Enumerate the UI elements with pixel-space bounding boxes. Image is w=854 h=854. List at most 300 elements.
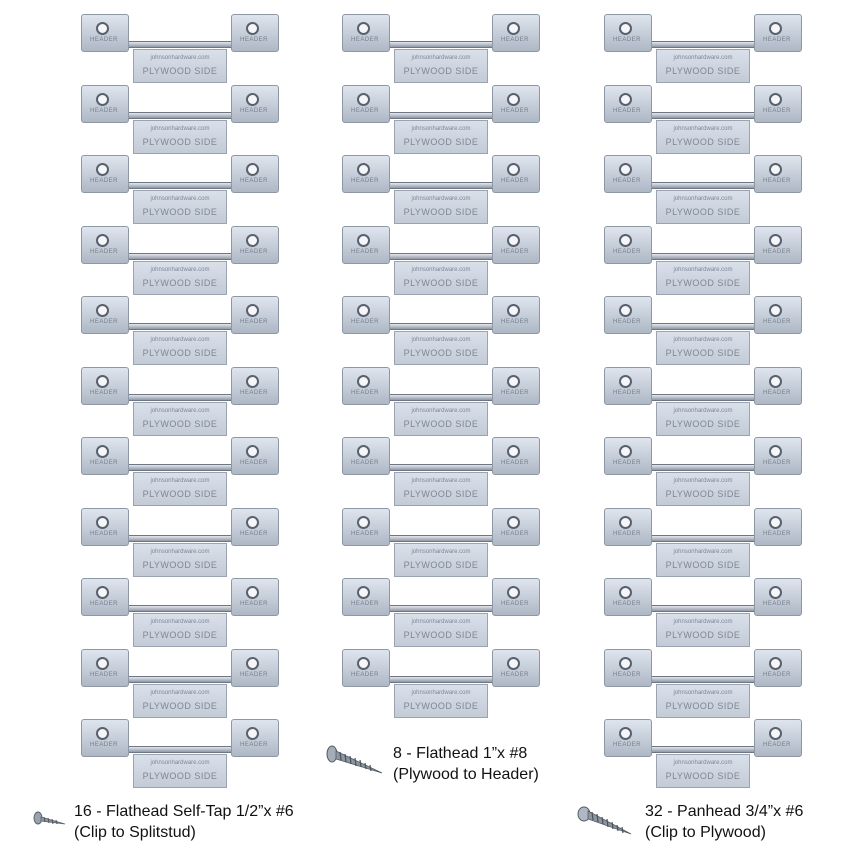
clip-plate-url: johnsonhardware.com [150, 196, 210, 202]
clip-plate-side-label: PLYWOOD SIDE [665, 771, 741, 781]
clip-tab-right [492, 226, 540, 264]
clip-bridge-bar [127, 394, 233, 401]
screw-hole-icon [619, 234, 632, 247]
clip-tab-stamp: HEADER [351, 37, 380, 43]
clip-bridge-bar [127, 676, 233, 683]
metal-clip [81, 578, 281, 648]
clip-plate-url: johnsonhardware.com [411, 196, 471, 202]
screw-hole-icon [246, 445, 259, 458]
clip-tab-stamp: HEADER [763, 319, 792, 325]
screw-hole-icon [507, 375, 520, 388]
clip-plate-url: johnsonhardware.com [673, 407, 733, 414]
flathead-screw-icon [326, 745, 386, 781]
clip-tab-left [342, 85, 390, 123]
caption-clip-to-plywood [645, 801, 803, 843]
metal-clip [81, 14, 281, 84]
screw-hole-icon [96, 93, 109, 106]
clip-tab-stamp: HEADER [351, 601, 380, 607]
clip-bridge-bar [388, 605, 494, 612]
clip-tab-left [604, 226, 652, 264]
clip-plate-side-label: PLYWOOD SIDE [142, 277, 218, 288]
caption-screw-use: (Clip to Plywood) [645, 824, 766, 841]
clip-tab-stamp: HEADER [613, 742, 642, 748]
clip-tab-right [754, 508, 802, 546]
clip-plate [656, 402, 750, 436]
clip-tab-stamp: HEADER [90, 460, 119, 466]
clip-bridge-bar [388, 253, 494, 260]
clip-plate [133, 402, 227, 436]
metal-clip [342, 649, 542, 719]
screw-hole-icon [769, 304, 782, 317]
screw-hole-icon [619, 445, 632, 458]
metal-clip [604, 296, 804, 366]
clip-tab-stamp: HEADER [613, 389, 642, 396]
clip-plate-url: johnsonhardware.com [150, 337, 210, 343]
clip-tab-stamp: HEADER [90, 389, 119, 396]
metal-clip [604, 367, 804, 437]
clip-bridge-bar [388, 182, 494, 189]
clip-tab-stamp: HEADER [240, 37, 269, 43]
clip-tab-stamp: HEADER [90, 319, 119, 325]
screw-hole-icon [769, 163, 782, 176]
clip-tab-left [604, 14, 652, 52]
clip-tab-left [342, 226, 390, 264]
clip-tab-right [754, 226, 802, 264]
clip-bridge-bar [650, 253, 756, 260]
clip-tab-stamp: HEADER [613, 107, 642, 114]
metal-clip [81, 719, 281, 789]
clip-plate [394, 49, 488, 83]
clip-tab-right [754, 437, 802, 475]
clip-bridge-bar [650, 605, 756, 612]
clip-plate-url: johnsonhardware.com [673, 196, 733, 202]
metal-clip [342, 437, 542, 507]
clip-bridge-bar [388, 394, 494, 401]
clip-plate-side-label: PLYWOOD SIDE [142, 136, 218, 147]
clip-tab-stamp: HEADER [763, 742, 792, 748]
clip-tab-left [81, 155, 129, 193]
clip-plate-side-label: PLYWOOD SIDE [403, 418, 479, 429]
clip-plate-side-label: PLYWOOD SIDE [142, 348, 218, 358]
screw-hole-icon [507, 657, 520, 670]
clip-tab-stamp: HEADER [240, 389, 269, 396]
screw-hole-icon [96, 445, 109, 458]
clip-tab-stamp: HEADER [501, 389, 530, 396]
clip-plate [133, 543, 227, 577]
clip-bridge-bar [650, 464, 756, 471]
clip-plate-side-label: PLYWOOD SIDE [142, 207, 218, 217]
clip-tab-right [492, 437, 540, 475]
clip-plate-side-label: PLYWOOD SIDE [142, 489, 218, 499]
clip-plate-url: johnsonhardware.com [673, 55, 733, 61]
clip-tab-stamp: HEADER [763, 37, 792, 43]
clip-tab-left [604, 437, 652, 475]
screw-hole-icon [507, 445, 520, 458]
clip-plate-url: johnsonhardware.com [150, 407, 210, 414]
clip-bridge-bar [388, 676, 494, 683]
clip-tab-right [231, 649, 279, 687]
clip-plate [656, 472, 750, 506]
clip-tab-left [81, 85, 129, 123]
clip-tab-right [231, 367, 279, 405]
clip-plate-side-label: PLYWOOD SIDE [403, 207, 479, 217]
screw-hole-icon [507, 234, 520, 247]
clip-bridge-bar [127, 323, 233, 330]
clip-plate [656, 120, 750, 154]
screw-hole-icon [357, 586, 370, 599]
clip-plate-url: johnsonhardware.com [411, 619, 471, 625]
clip-plate [656, 684, 750, 718]
metal-clip [81, 437, 281, 507]
metal-clip [604, 649, 804, 719]
clip-tab-stamp: HEADER [240, 178, 269, 184]
metal-clip [604, 14, 804, 84]
clip-bridge-bar [388, 323, 494, 330]
clip-plate [133, 261, 227, 295]
clip-bridge-bar [388, 41, 494, 48]
clip-tab-stamp: HEADER [501, 178, 530, 184]
screw-hole-icon [96, 516, 109, 529]
clip-plate-url: johnsonhardware.com [673, 125, 733, 132]
screw-hole-icon [357, 657, 370, 670]
screw-hole-icon [769, 375, 782, 388]
screw-hole-icon [96, 586, 109, 599]
clip-tab-left [81, 437, 129, 475]
clip-bridge-bar [650, 112, 756, 119]
clip-bridge-bar [127, 535, 233, 542]
screw-hole-icon [507, 304, 520, 317]
screw-hole-icon [96, 304, 109, 317]
clip-plate-url: johnsonhardware.com [411, 55, 471, 61]
clip-tab-stamp: HEADER [763, 671, 792, 678]
clip-plate-side-label: PLYWOOD SIDE [403, 136, 479, 147]
clip-plate [133, 331, 227, 365]
metal-clip [81, 296, 281, 366]
clip-plate [394, 613, 488, 647]
metal-clip [604, 508, 804, 578]
clip-tab-right [492, 508, 540, 546]
clip-plate-url: johnsonhardware.com [150, 266, 210, 273]
clip-plate-side-label: PLYWOOD SIDE [142, 559, 218, 570]
metal-clip [604, 85, 804, 155]
clip-tab-stamp: HEADER [351, 389, 380, 396]
screw-hole-icon [96, 375, 109, 388]
clip-tab-stamp: HEADER [351, 107, 380, 114]
clip-tab-stamp: HEADER [613, 319, 642, 325]
metal-clip [342, 155, 542, 225]
metal-clip [342, 367, 542, 437]
clip-column-left [81, 0, 281, 790]
clip-bridge-bar [127, 746, 233, 753]
screw-hole-icon [507, 516, 520, 529]
screw-hole-icon [619, 22, 632, 35]
clip-tab-left [604, 296, 652, 334]
clip-tab-left [81, 226, 129, 264]
clip-plate-url: johnsonhardware.com [673, 337, 733, 343]
clip-tab-stamp: HEADER [501, 530, 530, 537]
screw-hole-icon [619, 727, 632, 740]
screw-hole-icon [246, 586, 259, 599]
clip-tab-stamp: HEADER [613, 671, 642, 678]
screw-hole-icon [246, 657, 259, 670]
caption-screw-use: (Plywood to Header) [393, 766, 539, 783]
clip-tab-right [754, 578, 802, 616]
clip-plate [394, 120, 488, 154]
clip-tab-left [342, 508, 390, 546]
screw-hole-icon [246, 234, 259, 247]
screw-hole-icon [357, 163, 370, 176]
clip-plate-url: johnsonhardware.com [411, 337, 471, 343]
clip-tab-left [81, 296, 129, 334]
clip-tab-stamp: HEADER [501, 107, 530, 114]
clip-plate-side-label: PLYWOOD SIDE [142, 700, 218, 711]
clip-plate-side-label: PLYWOOD SIDE [665, 66, 741, 76]
screw-hole-icon [357, 234, 370, 247]
clip-tab-left [604, 508, 652, 546]
clip-tab-stamp: HEADER [240, 460, 269, 466]
clip-tab-stamp: HEADER [240, 671, 269, 678]
clip-tab-stamp: HEADER [501, 248, 530, 255]
clip-tab-stamp: HEADER [501, 37, 530, 43]
clip-plate-side-label: PLYWOOD SIDE [403, 559, 479, 570]
clip-bridge-bar [127, 605, 233, 612]
clip-plate-url: johnsonhardware.com [150, 689, 210, 696]
small-screw-icon [33, 811, 69, 831]
clip-tab-stamp: HEADER [240, 248, 269, 255]
screw-hole-icon [769, 516, 782, 529]
clip-tab-stamp: HEADER [763, 460, 792, 466]
screw-hole-icon [96, 727, 109, 740]
screw-hole-icon [246, 516, 259, 529]
screw-hole-icon [96, 22, 109, 35]
metal-clip [342, 508, 542, 578]
clip-plate-side-label: PLYWOOD SIDE [142, 771, 218, 781]
metal-clip [81, 155, 281, 225]
clip-plate-url: johnsonhardware.com [411, 125, 471, 132]
clip-tab-stamp: HEADER [501, 319, 530, 325]
clip-plate [394, 684, 488, 718]
clip-tab-left [604, 649, 652, 687]
clip-column-right [604, 0, 804, 790]
clip-tab-right [754, 367, 802, 405]
metal-clip [342, 226, 542, 296]
clip-tab-right [492, 85, 540, 123]
metal-clip [604, 719, 804, 789]
clip-tab-left [81, 367, 129, 405]
clip-plate-url: johnsonhardware.com [150, 125, 210, 132]
metal-clip [342, 578, 542, 648]
clip-tab-stamp: HEADER [90, 178, 119, 184]
clip-tab-right [231, 437, 279, 475]
screw-hole-icon [96, 657, 109, 670]
clip-tab-stamp: HEADER [90, 248, 119, 255]
clip-bridge-bar [127, 182, 233, 189]
clip-tab-stamp: HEADER [351, 319, 380, 325]
clip-tab-stamp: HEADER [613, 178, 642, 184]
clip-plate [394, 402, 488, 436]
clip-bridge-bar [650, 323, 756, 330]
clip-bridge-bar [127, 464, 233, 471]
clip-tab-stamp: HEADER [351, 248, 380, 255]
clip-tab-right [231, 14, 279, 52]
screw-hole-icon [769, 93, 782, 106]
clip-plate-side-label: PLYWOOD SIDE [403, 348, 479, 358]
clip-tab-stamp: HEADER [351, 460, 380, 466]
clip-plate-side-label: PLYWOOD SIDE [403, 700, 479, 711]
clip-plate-side-label: PLYWOOD SIDE [665, 700, 741, 711]
clip-plate [656, 49, 750, 83]
screw-hole-icon [246, 304, 259, 317]
clip-tab-left [604, 85, 652, 123]
clip-tab-right [492, 649, 540, 687]
clip-tab-stamp: HEADER [90, 671, 119, 678]
clip-plate-side-label: PLYWOOD SIDE [665, 630, 741, 640]
clip-plate [133, 754, 227, 788]
clip-tab-left [342, 296, 390, 334]
clip-tab-stamp: HEADER [763, 107, 792, 114]
clip-tab-right [231, 578, 279, 616]
clip-plate-url: johnsonhardware.com [150, 760, 210, 766]
clip-tab-stamp: HEADER [501, 671, 530, 678]
clip-plate [656, 613, 750, 647]
metal-clip [604, 437, 804, 507]
screw-hole-icon [357, 93, 370, 106]
clip-tab-right [492, 155, 540, 193]
clip-plate-url: johnsonhardware.com [673, 619, 733, 625]
clip-plate-side-label: PLYWOOD SIDE [665, 348, 741, 358]
clip-plate-side-label: PLYWOOD SIDE [142, 66, 218, 76]
metal-clip [604, 226, 804, 296]
clip-tab-right [754, 296, 802, 334]
panhead-screw-icon [577, 806, 635, 842]
clip-tab-stamp: HEADER [240, 319, 269, 325]
screw-hole-icon [769, 586, 782, 599]
clip-plate [656, 543, 750, 577]
clip-plate-url: johnsonhardware.com [411, 689, 471, 696]
clip-plate-side-label: PLYWOOD SIDE [665, 559, 741, 570]
screw-hole-icon [357, 516, 370, 529]
clip-plate-side-label: PLYWOOD SIDE [403, 489, 479, 499]
screw-hole-icon [619, 163, 632, 176]
clip-column-middle [342, 0, 542, 790]
clip-tab-left [342, 578, 390, 616]
metal-clip [81, 649, 281, 719]
clip-plate [656, 190, 750, 224]
clip-plate [133, 684, 227, 718]
clip-plate-url: johnsonhardware.com [673, 760, 733, 766]
clip-plate-url: johnsonhardware.com [411, 478, 471, 484]
clip-tab-left [81, 14, 129, 52]
screw-hole-icon [769, 234, 782, 247]
clip-tab-stamp: HEADER [240, 530, 269, 537]
clip-tab-right [231, 719, 279, 757]
clip-plate-side-label: PLYWOOD SIDE [665, 489, 741, 499]
clip-plate-side-label: PLYWOOD SIDE [665, 207, 741, 217]
clip-plate-side-label: PLYWOOD SIDE [403, 630, 479, 640]
clip-plate-url: johnsonhardware.com [673, 478, 733, 484]
clip-tab-stamp: HEADER [240, 107, 269, 114]
clip-plate-url: johnsonhardware.com [150, 478, 210, 484]
clip-tab-left [604, 578, 652, 616]
clip-plate [394, 190, 488, 224]
clip-tab-stamp: HEADER [351, 530, 380, 537]
clip-tab-stamp: HEADER [351, 671, 380, 678]
clip-plate [656, 261, 750, 295]
screw-hole-icon [357, 304, 370, 317]
metal-clip [342, 85, 542, 155]
clip-plate-side-label: PLYWOOD SIDE [665, 136, 741, 147]
screw-hole-icon [246, 163, 259, 176]
clip-tab-stamp: HEADER [613, 248, 642, 255]
clip-plate-url: johnsonhardware.com [673, 689, 733, 696]
clip-tab-stamp: HEADER [90, 530, 119, 537]
screw-hole-icon [507, 586, 520, 599]
clip-tab-left [342, 155, 390, 193]
clip-plate [133, 190, 227, 224]
clip-tab-stamp: HEADER [501, 601, 530, 607]
clip-tab-stamp: HEADER [240, 601, 269, 607]
clip-bridge-bar [650, 41, 756, 48]
clip-tab-left [81, 649, 129, 687]
screw-hole-icon [619, 375, 632, 388]
screw-hole-icon [246, 22, 259, 35]
clip-tab-left [342, 437, 390, 475]
clip-tab-stamp: HEADER [351, 178, 380, 184]
clip-tab-stamp: HEADER [763, 530, 792, 537]
clip-plate [656, 754, 750, 788]
clip-tab-right [231, 508, 279, 546]
screw-hole-icon [357, 22, 370, 35]
screw-hole-icon [619, 93, 632, 106]
clip-bridge-bar [650, 535, 756, 542]
screw-hole-icon [769, 657, 782, 670]
clip-tab-stamp: HEADER [763, 178, 792, 184]
clip-plate [394, 331, 488, 365]
caption-clip-to-splitstud [74, 801, 294, 843]
clip-tab-stamp: HEADER [613, 530, 642, 537]
clip-plate [133, 472, 227, 506]
clip-plate-url: johnsonhardware.com [150, 619, 210, 625]
clip-bridge-bar [127, 112, 233, 119]
metal-clip [81, 367, 281, 437]
clip-plate-url: johnsonhardware.com [411, 407, 471, 414]
clip-bridge-bar [650, 676, 756, 683]
caption-screw-spec: 16 - Flathead Self-Tap 1/2”x #6 [74, 803, 294, 820]
clip-plate [394, 472, 488, 506]
screw-hole-icon [96, 234, 109, 247]
clip-plate-url: johnsonhardware.com [673, 266, 733, 273]
clip-bridge-bar [388, 535, 494, 542]
clip-tab-left [81, 508, 129, 546]
clip-tab-right [754, 155, 802, 193]
clip-tab-right [754, 649, 802, 687]
screw-hole-icon [619, 516, 632, 529]
clip-tab-right [492, 578, 540, 616]
clip-tab-right [492, 14, 540, 52]
clip-plate-url: johnsonhardware.com [150, 55, 210, 61]
clip-tab-stamp: HEADER [90, 742, 119, 748]
clip-plate [133, 49, 227, 83]
caption-screw-spec: 32 - Panhead 3/4”x #6 [645, 803, 804, 820]
clip-plate-url: johnsonhardware.com [411, 548, 471, 555]
metal-clip [81, 226, 281, 296]
clip-plate-side-label: PLYWOOD SIDE [403, 277, 479, 288]
clip-plate [133, 120, 227, 154]
clip-tab-stamp: HEADER [90, 37, 119, 43]
screw-hole-icon [619, 657, 632, 670]
clip-bridge-bar [388, 464, 494, 471]
metal-clip [342, 14, 542, 84]
